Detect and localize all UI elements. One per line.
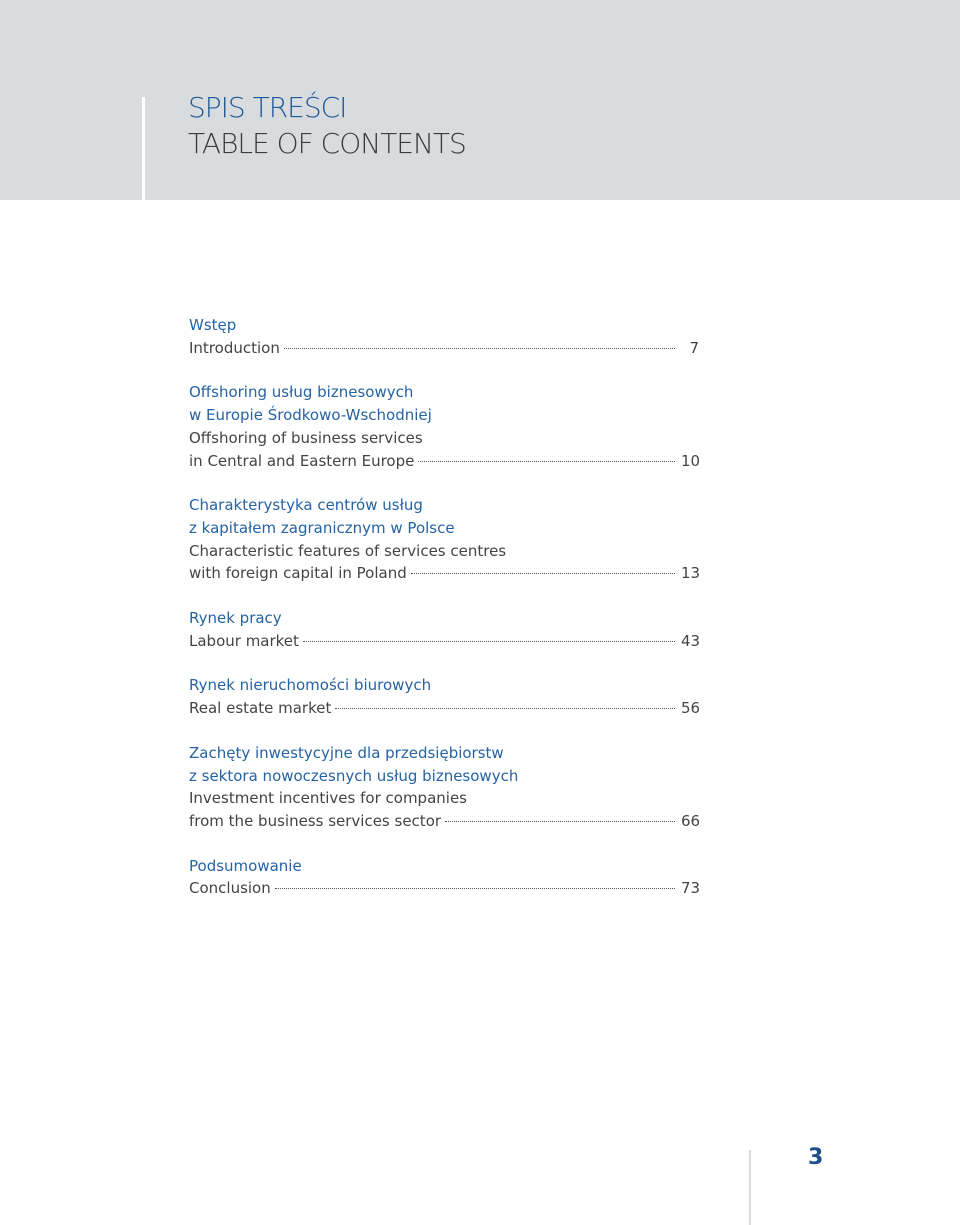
toc-title-polish: Offshoring usług biznesowych bbox=[189, 383, 414, 402]
toc-title-polish: Charakterystyka centrów usług bbox=[189, 496, 423, 515]
toc-page-number: 10 bbox=[681, 451, 701, 470]
toc-title-english: Labour market bbox=[189, 631, 299, 650]
toc-page-number: 66 bbox=[681, 811, 701, 830]
dot-leader bbox=[335, 708, 675, 709]
dot-leader bbox=[284, 348, 675, 349]
toc-page-row bbox=[189, 697, 699, 720]
toc-title-english: in Central and Eastern Europe bbox=[189, 451, 415, 470]
toc-title-english: Characteristic features of services centres bbox=[189, 541, 507, 560]
toc-page-number: 7 bbox=[689, 338, 699, 357]
page-title-polish: SPIS TREŚCI bbox=[188, 91, 347, 124]
toc-title-english: Conclusion bbox=[189, 879, 271, 898]
footer-divider bbox=[749, 1150, 751, 1225]
toc-title-english: Offshoring of business services bbox=[189, 428, 423, 447]
toc-title-english: Investment incentives for companies bbox=[189, 789, 467, 808]
toc-title-polish: z sektora nowoczesnych usług biznesowych bbox=[189, 766, 519, 785]
dot-leader bbox=[303, 641, 675, 642]
toc-title-polish: w Europie Środkowo-Wschodniej bbox=[189, 406, 432, 425]
toc-title-polish: Rynek nieruchomości biurowych bbox=[189, 676, 432, 695]
toc-page-number: 56 bbox=[681, 699, 701, 718]
toc-title-polish: Wstęp bbox=[189, 316, 237, 334]
toc-page-row bbox=[189, 810, 699, 833]
toc-page-row bbox=[189, 337, 699, 360]
toc-page-number: 43 bbox=[681, 631, 701, 650]
toc-title-polish: Zachęty inwestycyjne dla przedsiębiorstw bbox=[189, 743, 504, 762]
toc-title-polish: Podsumowanie bbox=[189, 856, 302, 875]
toc-page-number: 73 bbox=[681, 879, 701, 898]
toc-title-english: from the business services sector bbox=[189, 811, 442, 830]
toc-entry[interactable] bbox=[189, 607, 699, 652]
toc-title-english: Real estate market bbox=[189, 699, 332, 718]
page-number: 3 bbox=[808, 1145, 824, 1170]
dot-leader bbox=[411, 573, 675, 574]
toc-entry[interactable] bbox=[189, 742, 699, 833]
dot-leader bbox=[445, 821, 675, 822]
toc-title-english: Introduction bbox=[189, 338, 280, 357]
toc-page-number: 13 bbox=[681, 564, 701, 583]
dot-leader bbox=[418, 461, 675, 462]
toc-entry[interactable] bbox=[189, 674, 699, 719]
toc-title-polish: Rynek pracy bbox=[189, 609, 282, 628]
toc-entry[interactable] bbox=[189, 381, 699, 472]
toc-page-row bbox=[189, 630, 699, 653]
page-title-english: TABLE OF CONTENTS bbox=[188, 127, 466, 160]
table-of-contents bbox=[189, 314, 699, 922]
toc-entry[interactable] bbox=[189, 855, 699, 900]
toc-title-english: with foreign capital in Poland bbox=[189, 564, 407, 583]
toc-page-row bbox=[189, 562, 699, 585]
toc-entry[interactable] bbox=[189, 494, 699, 585]
toc-entry[interactable] bbox=[189, 314, 699, 359]
toc-title-polish: z kapitałem zagranicznym w Polsce bbox=[189, 518, 455, 537]
toc-page-row bbox=[189, 877, 699, 900]
header-divider bbox=[142, 97, 145, 200]
dot-leader bbox=[275, 888, 675, 889]
toc-page-row bbox=[189, 450, 699, 473]
